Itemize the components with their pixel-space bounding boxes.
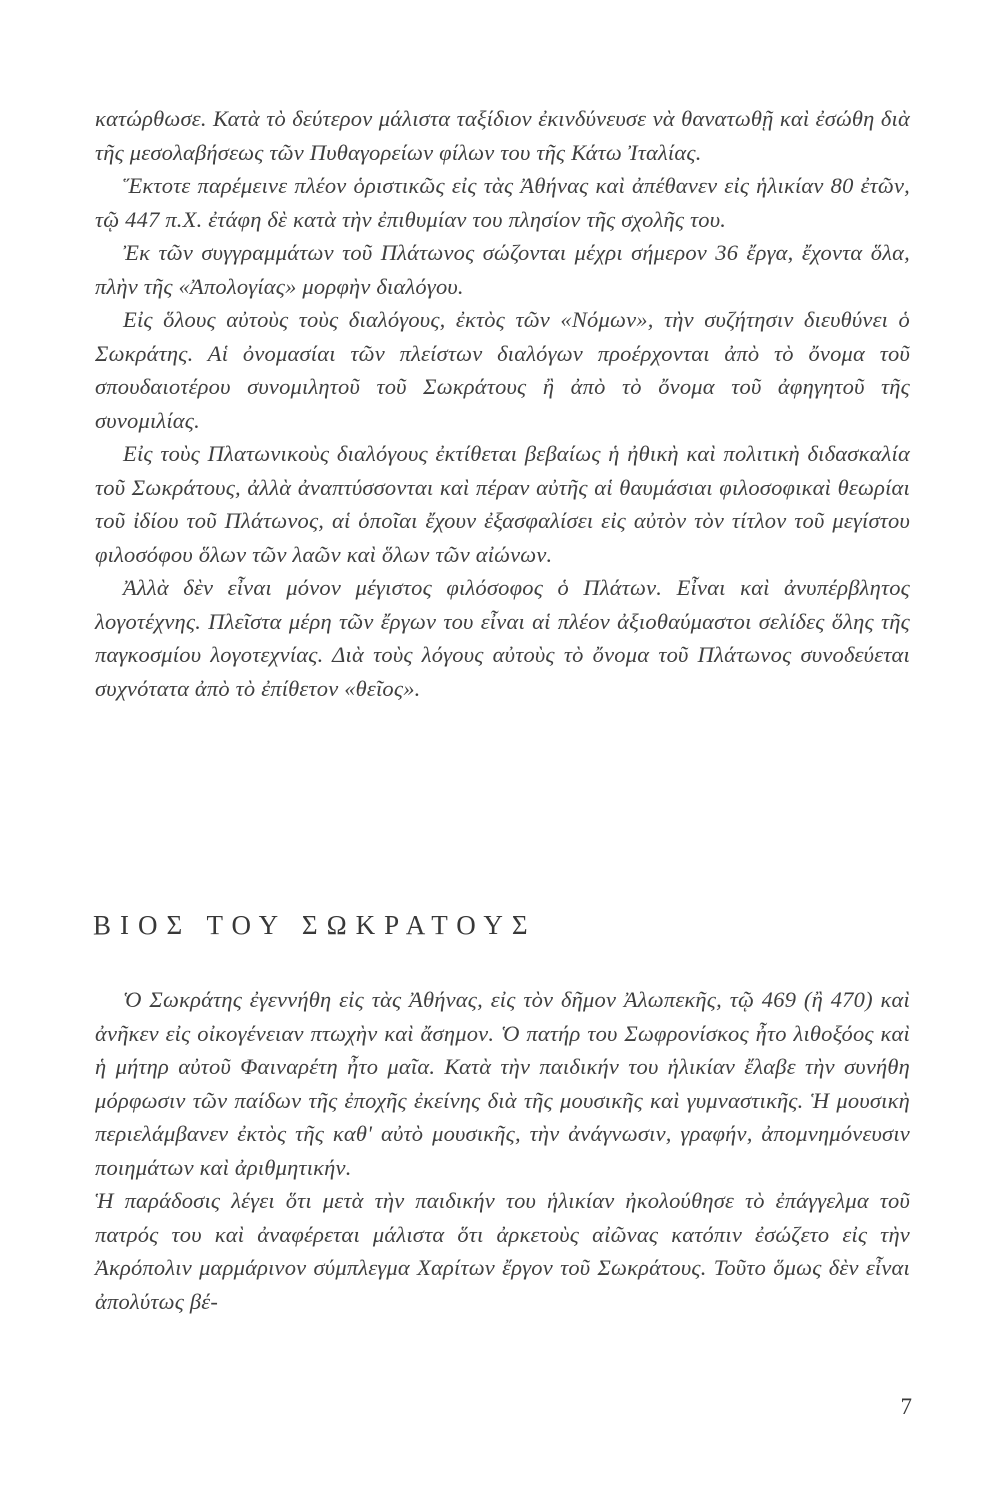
paragraph: Εἰς τοὺς Πλατωνικοὺς διαλόγους ἐκτίθεται βεβαίως ἡ ἠθικὴ καὶ πολιτικὴ διδασκαλία τοῦ Σωκράτους, ἀλλὰ ἀναπτύσσονται καὶ πέραν αὐτῆς αἱ θαυμάσιαι φιλοσοφικαὶ θεωρίαι τοῦ ἰδίου τοῦ Πλάτωνος, αἱ ὁποῖαι ἔχουν ἐξασφαλίσει εἰς αὐτὸν τὸν τίτλον τοῦ μεγίστου φιλοσόφου ὅλων τῶν λαῶν καὶ ὅλων τῶν αἰώνων. — [95, 441, 910, 567]
text-block-bottom — [95, 983, 910, 1318]
paragraph: κατώρθωσε. Κατὰ τὸ δεύτερον μάλιστα ταξίδιον ἐκινδύνευσε νὰ θανατωθῇ καὶ ἐσώθη διὰ τῆς μεσολαβήσεως τῶν Πυθαγορείων φίλων του τῆς Κάτω Ἰταλίας. — [95, 106, 910, 165]
section-heading: ΒΙΟΣ ΤΟΥ ΣΩΚΡΑΤΟΥΣ — [93, 910, 537, 940]
paragraph: Ἡ παράδοσις λέγει ὅτι μετὰ τὴν παιδικήν του ἡλικίαν ἠκολούθησε τὸ ἐπάγγελμα τοῦ πατρός του καὶ ἀναφέρεται μάλιστα ὅτι ἀρκετοὺς αἰῶνας κατόπιν ἐσώζετο εἰς τὴν Ἀκρόπολιν μαρμάρινον σύμπλεγμα Χαρίτων ἔργον τοῦ Σωκράτους. Τοῦτο ὅμως δὲν εἶναι ἀπολύτως βέ- — [95, 1188, 910, 1314]
text-block-top — [95, 102, 910, 705]
paragraph: Ὁ Σωκράτης ἐγεννήθη εἰς τὰς Ἀθήνας, εἰς τὸν δῆμον Ἀλωπεκῆς, τῷ 469 (ἢ 470) καὶ ἀνῆκεν εἰς οἰκογένειαν πτωχὴν καὶ ἄσημον. Ὁ πατήρ του Σωφρονίσκος ἦτο λιθοξόος καὶ ἡ μήτηρ αὐτοῦ Φαιναρέτη ἦτο μαῖα. Κατὰ τὴν παιδικήν του ἡλικίαν ἔλαβε τὴν συνήθη μόρφωσιν τῶν παίδων τῆς ἐποχῆς ἐκείνης διὰ τῆς μουσικῆς καὶ γυμναστικῆς. Ἡ μουσικὴ περιελάμβανεν ἐκτὸς τῆς καθ' αὐτὸ μουσικῆς, τὴν ἀνάγνωσιν, γραφήν, ἀπομνημόνευσιν ποιημάτων καὶ ἀριθμητικήν. — [95, 987, 910, 1180]
paragraph: Εἰς ὅλους αὐτοὺς τοὺς διαλόγους, ἐκτὸς τῶν «Νόμων», τὴν συζήτησιν διευθύνει ὁ Σωκράτης. Αἱ ὀνομασίαι τῶν πλείστων διαλόγων προέρχονται ἀπὸ τὸ ὄνομα τοῦ σπουδαιοτέρου συνομιλητοῦ τοῦ Σωκράτους ἢ ἀπὸ τὸ ὄνομα τοῦ ἀφηγητοῦ τῆς συνομιλίας. — [95, 307, 910, 433]
page-number: 7 — [900, 1394, 912, 1419]
paragraph: Ἀλλὰ δὲν εἶναι μόνον μέγιστος φιλόσοφος ὁ Πλάτων. Εἶναι καὶ ἀνυπέρβλητος λογοτέχνης. Πλεῖστα μέρη τῶν ἔργων του εἶναι αἱ πλέον ἀξιοθαύμαστοι σελίδες ὅλης τῆς παγκοσμίου λογοτεχνίας. Διὰ τοὺς λόγους αὐτοὺς τὸ ὄνομα τοῦ Πλάτωνος συνοδεύεται συχνότατα ἀπὸ τὸ ἐπίθετον «θεῖος». — [95, 575, 910, 701]
paragraph: Ἐκ τῶν συγγραμμάτων τοῦ Πλάτωνος σώζονται μέχρι σήμερον 36 ἔργα, ἔχοντα ὅλα, πλὴν τῆς «Ἀπολογίας» μορφὴν διαλόγου. — [95, 240, 910, 299]
paragraph: Ἕκτοτε παρέμεινε πλέον ὁριστικῶς εἰς τὰς Ἀθήνας καὶ ἀπέθανεν εἰς ἡλικίαν 80 ἐτῶν, τῷ 447 π.Χ. ἐτάφη δὲ κατὰ τὴν ἐπιθυμίαν του πλησίον τῆς σχολῆς του. — [95, 173, 910, 232]
